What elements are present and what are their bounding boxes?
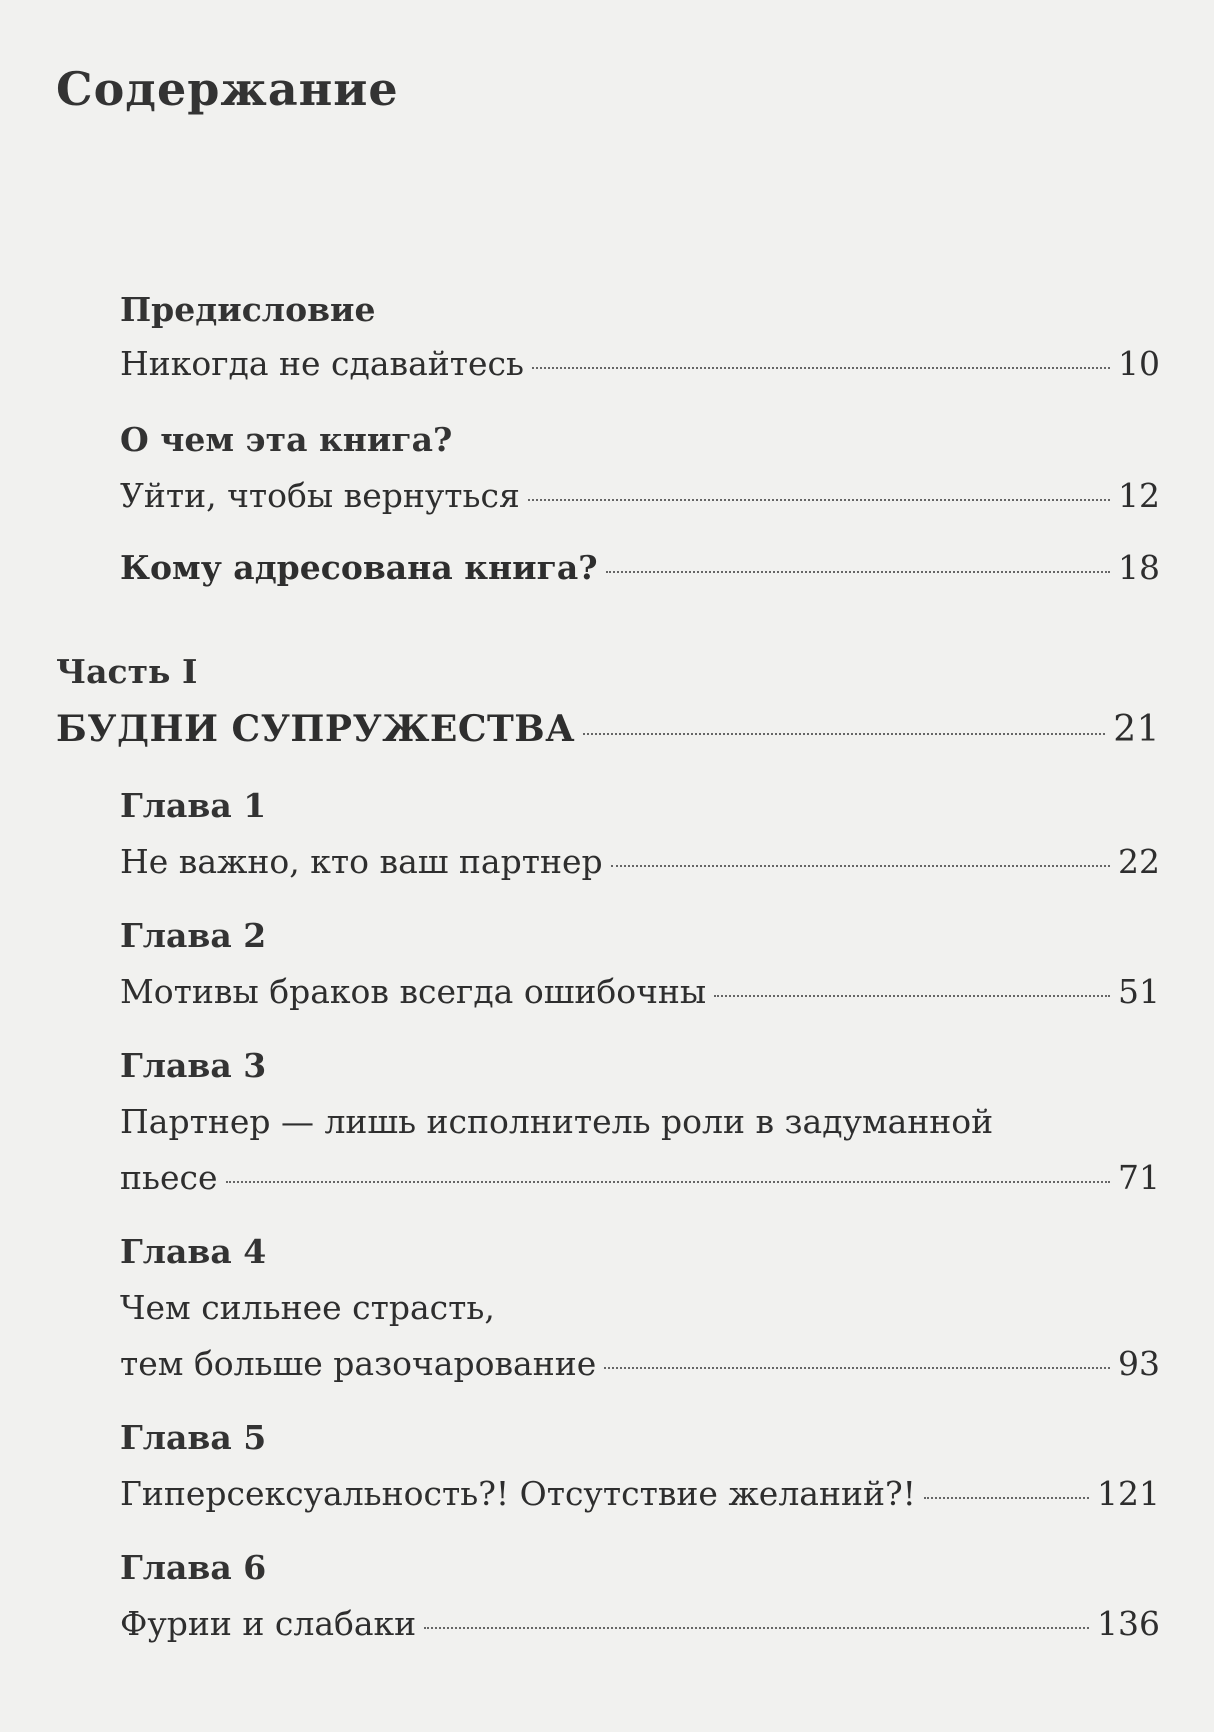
toc-entry-title: Мотивы браков всегда ошибочны <box>120 972 707 1011</box>
toc-entry-title: Фурии и слабаки <box>120 1604 417 1643</box>
toc-entry-line: Чем сильнее страсть, <box>120 1288 495 1327</box>
part-label: Часть I <box>56 652 198 691</box>
toc-entry-chapter-2[interactable] <box>120 972 1160 1011</box>
chapter-5-heading: Глава 5 <box>120 1418 267 1457</box>
toc-entry-chapter-6[interactable] <box>120 1604 1160 1643</box>
dot-leader <box>714 995 1110 997</box>
dot-leader <box>528 499 1110 501</box>
dot-leader <box>606 571 1110 573</box>
chapter-3-heading: Глава 3 <box>120 1046 267 1085</box>
toc-entry-title: Гиперсексуальность?! Отсутствие желаний?! <box>120 1474 916 1513</box>
toc-entry-chapter-5[interactable] <box>120 1474 1160 1513</box>
toc-page-number: 22 <box>1118 842 1160 881</box>
toc-entry-title: Не важно, кто ваш партнер <box>120 842 603 881</box>
toc-entry-audience[interactable] <box>120 548 1160 587</box>
toc-entry-part-1[interactable] <box>56 708 1160 750</box>
toc-entry-chapter-4[interactable] <box>120 1344 1160 1383</box>
toc-page-number: 71 <box>1118 1158 1160 1197</box>
chapter-2-heading: Глава 2 <box>120 916 267 955</box>
toc-entry-title: Уйти, чтобы вернуться <box>120 476 520 515</box>
part-title: БУДНИ СУПРУЖЕСТВА <box>56 708 576 750</box>
toc-entry-title: тем больше разочарование <box>120 1344 597 1383</box>
toc-page-number: 21 <box>1113 709 1160 750</box>
dot-leader <box>226 1181 1110 1183</box>
toc-title: Содержание <box>56 62 399 116</box>
dot-leader <box>924 1497 1089 1499</box>
toc-entry-chapter-1[interactable] <box>120 842 1160 881</box>
toc-entry-title: Никогда не сдавайтесь <box>120 344 525 383</box>
toc-page-number: 18 <box>1118 548 1160 587</box>
dot-leader <box>583 733 1105 735</box>
toc-entry-preface[interactable] <box>120 344 1160 383</box>
chapter-1-heading: Глава 1 <box>120 786 267 825</box>
toc-entry-title: Кому адресована книга? <box>120 548 598 587</box>
toc-page-number: 12 <box>1118 476 1160 515</box>
toc-entry-about[interactable] <box>120 476 1160 515</box>
dot-leader <box>611 865 1110 867</box>
toc-entry-line: Партнер — лишь исполнитель роли в задуманной <box>120 1102 994 1141</box>
toc-page-number: 10 <box>1118 344 1160 383</box>
toc-page-number: 121 <box>1097 1474 1160 1513</box>
dot-leader <box>532 367 1110 369</box>
dot-leader <box>424 1627 1089 1629</box>
about-heading: О чем эта книга? <box>120 420 453 459</box>
toc-entry-title: пьесе <box>120 1158 218 1197</box>
chapter-4-heading: Глава 4 <box>120 1232 267 1271</box>
preface-heading: Предисловие <box>120 290 376 329</box>
toc-page-number: 93 <box>1118 1344 1160 1383</box>
toc-entry-chapter-3[interactable] <box>120 1158 1160 1197</box>
dot-leader <box>604 1367 1110 1369</box>
toc-page-number: 136 <box>1097 1604 1160 1643</box>
chapter-6-heading: Глава 6 <box>120 1548 267 1587</box>
toc-page-number: 51 <box>1118 972 1160 1011</box>
